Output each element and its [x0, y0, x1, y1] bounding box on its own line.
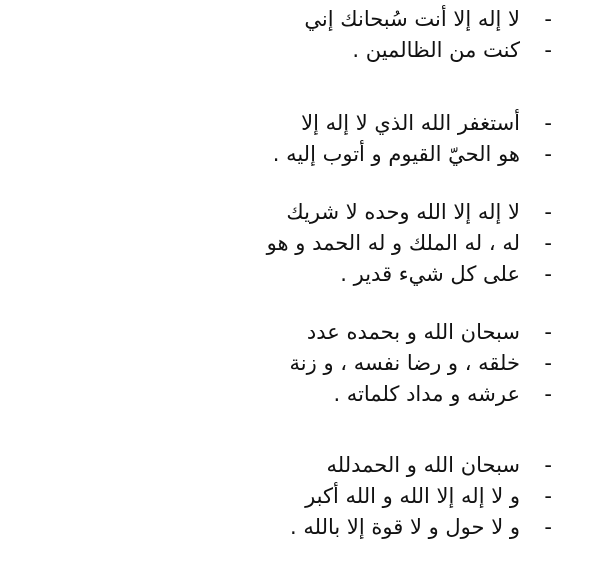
- stanza-2: [152, 108, 552, 170]
- list-item: [152, 228, 552, 259]
- dash-bullet: -: [544, 7, 552, 31]
- line-text: و لا حول و لا قوة إلا بالله .: [290, 515, 520, 539]
- list-item: [152, 348, 552, 379]
- dash-bullet: -: [544, 200, 552, 224]
- dash-bullet: -: [544, 382, 552, 406]
- stanza-5: [152, 450, 552, 543]
- dash-bullet: -: [544, 351, 552, 375]
- list-item: [152, 197, 552, 228]
- line-text: كنت من الظالمين .: [352, 38, 520, 62]
- line-text: له ، له الملك و له الحمد و هو: [266, 231, 520, 255]
- dash-bullet: -: [544, 262, 552, 286]
- list-item: [152, 108, 552, 139]
- line-text: لا إله إلا أنت سُبحانك إني: [304, 7, 520, 31]
- dash-bullet: -: [544, 38, 552, 62]
- list-item: [152, 450, 552, 481]
- list-item: [152, 317, 552, 348]
- dash-bullet: -: [544, 111, 552, 135]
- stanza-3: [152, 197, 552, 290]
- line-text: خلقه ، و رضا نفسه ، و زنة: [289, 351, 520, 375]
- list-item: [152, 4, 552, 35]
- list-item: [152, 379, 552, 410]
- line-text: و لا إله إلا الله و الله أكبر: [305, 484, 520, 508]
- line-text: لا إله إلا الله وحده لا شريك: [286, 200, 520, 224]
- list-item: [152, 139, 552, 170]
- dash-bullet: -: [544, 320, 552, 344]
- stanza-1: [152, 4, 552, 66]
- line-text: على كل شيء قدير .: [340, 262, 520, 286]
- dash-bullet: -: [544, 231, 552, 255]
- dash-bullet: -: [544, 453, 552, 477]
- list-item: [152, 512, 552, 543]
- list-item: [152, 481, 552, 512]
- list-item: [152, 259, 552, 290]
- line-text: أستغفر الله الذي لا إله إلا: [301, 111, 520, 135]
- dash-bullet: -: [544, 142, 552, 166]
- line-text: هو الحيّ القيوم و أتوب إليه .: [272, 142, 520, 166]
- stanza-4: [152, 317, 552, 410]
- dash-bullet: -: [544, 515, 552, 539]
- line-text: سبحان الله و بحمده عدد: [306, 320, 520, 344]
- list-item: [152, 35, 552, 66]
- dash-bullet: -: [544, 484, 552, 508]
- line-text: سبحان الله و الحمدلله: [326, 453, 520, 477]
- line-text: عرشه و مداد كلماته .: [333, 382, 520, 406]
